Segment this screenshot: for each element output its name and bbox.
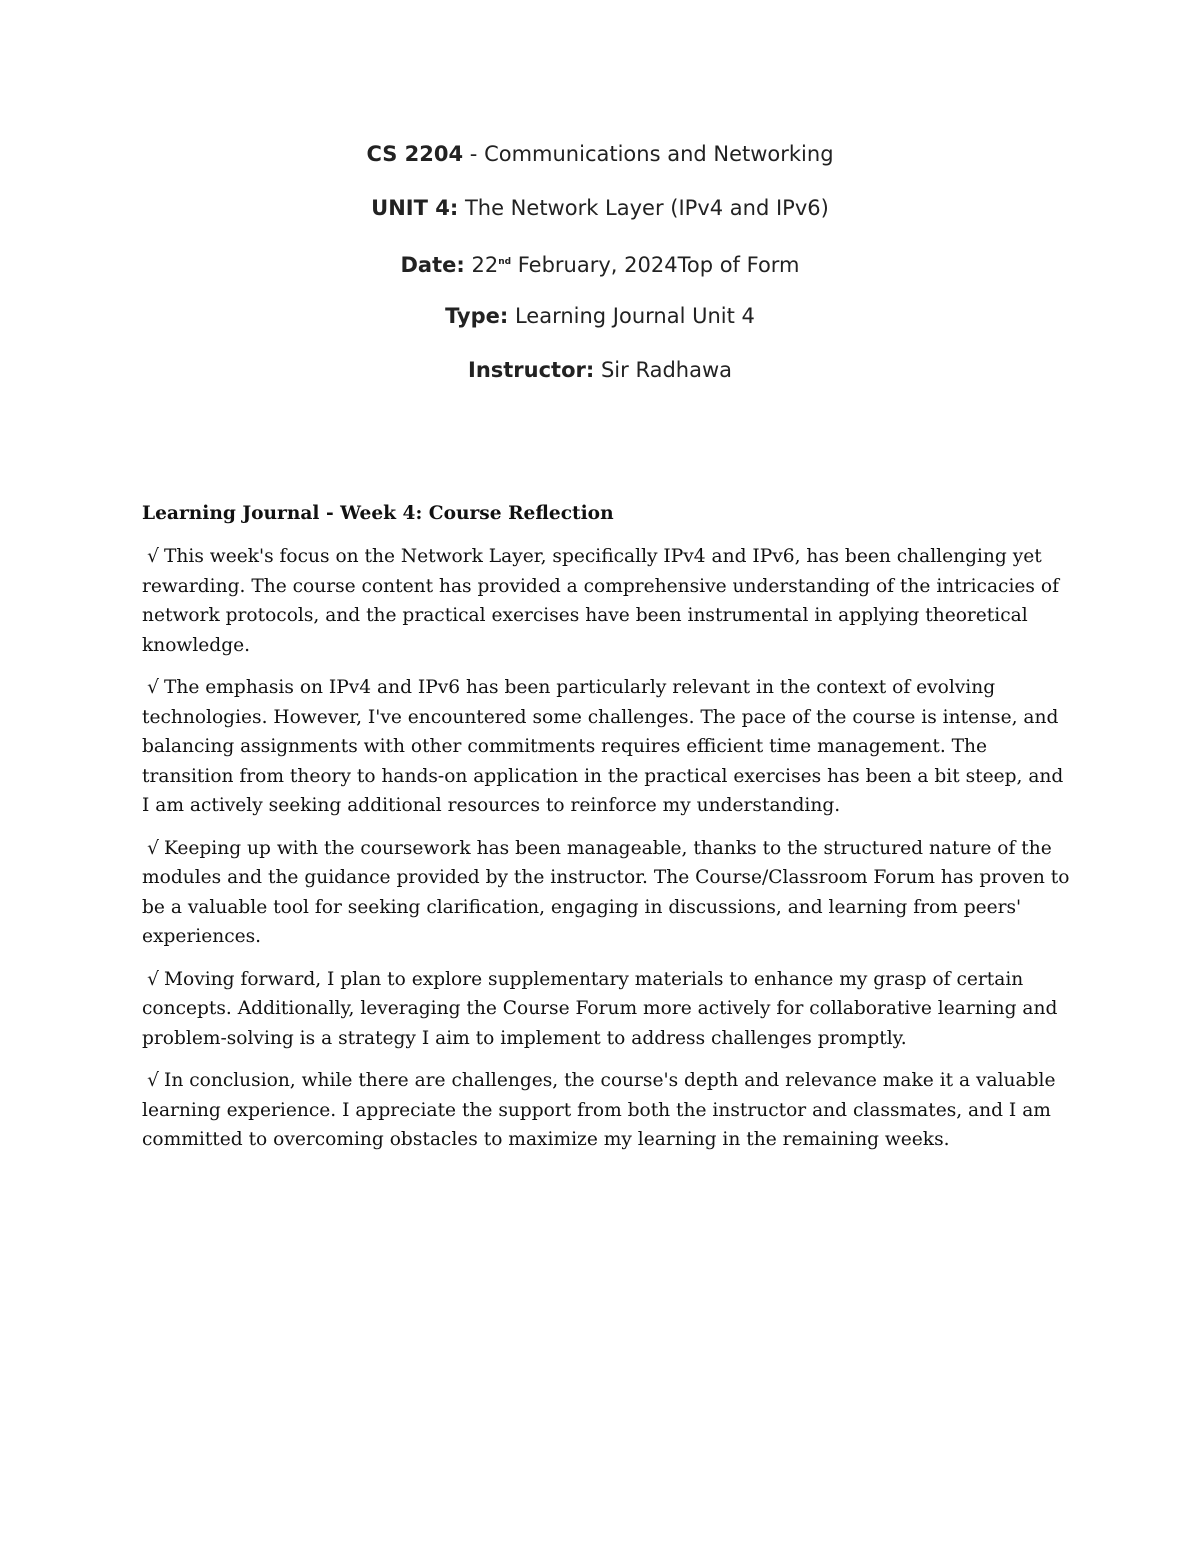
paragraph-text: The emphasis on IPv4 and IPv6 has been particularly relevant in the context of evolving technologies. However, I've encountered some challenges. The pace of the course is intense, and balancing assignments with other commitments requires efficient time management. The transition from theory to hands-on application in the practical exercises has been a bit steep, and I am actively seeking additional resources to reinforce my understanding. [142, 677, 1064, 816]
journal-paragraph [142, 834, 1072, 952]
date-suffix: nd [498, 257, 512, 267]
title-block [0, 138, 1200, 408]
journal-paragraph [142, 542, 1072, 660]
unit-label: UNIT 4: [371, 196, 459, 220]
unit-line [0, 192, 1200, 246]
journal-paragraph [142, 965, 1072, 1054]
check-mark-icon: √ [147, 837, 159, 859]
type-line [0, 300, 1200, 354]
type-value: Learning Journal Unit 4 [514, 304, 755, 328]
paragraph-text: Keeping up with the coursework has been manageable, thanks to the structured nature of the modules and the guidance provided by the instructor. The Course/Classroom Forum has proven to be a valuable tool for seeking clarification, engaging in discussions, and learning from peers' experiences. [142, 837, 1070, 947]
check-mark-icon: √ [147, 968, 159, 990]
instructor-label: Instructor: [468, 358, 595, 382]
unit-value: The Network Layer (IPv4 and IPv6) [464, 196, 829, 220]
instructor-value: Sir Radhawa [600, 358, 732, 382]
type-label: Type: [445, 304, 509, 328]
journal-section [142, 498, 1072, 1168]
course-line [0, 138, 1200, 192]
course-code: CS 2204 [366, 142, 464, 166]
check-mark-icon: √ [147, 1070, 159, 1091]
paragraph-text: Moving forward, I plan to explore supplementary materials to enhance my grasp of certain concepts. Additionally, leveraging the Course Forum more actively for collaborative learning and problem-solving is a strategy I aim to implement to address challenges promptly. [142, 968, 1058, 1049]
paragraph-text: In conclusion, while there are challenges, the course's depth and relevance make it a valuable learning experience. I appreciate the support from both the instructor and classmates, and I am committed to overcoming obstacles to maximize my learning in the remaining weeks. [142, 1070, 1056, 1150]
course-name: Communications and Networking [484, 142, 834, 166]
date-rest: February, 2024Top of Form [517, 253, 800, 277]
journal-heading: Learning Journal - Week 4: Course Reflection [142, 503, 614, 524]
date-line [0, 246, 1200, 300]
date-label: Date: [400, 253, 465, 277]
check-mark-icon: √ [147, 677, 159, 698]
instructor-line [0, 354, 1200, 408]
date-day: 22 [471, 253, 499, 277]
check-mark-icon: √ [147, 546, 159, 567]
course-separator: - [463, 142, 485, 166]
journal-paragraph [142, 1066, 1072, 1155]
paragraph-text: This week's focus on the Network Layer, specifically IPv4 and IPv6, has been challenging yet rewarding. The course content has provided a comprehensive understanding of the intricacies of network protocols, and the practical exercises have been instrumental in applying theoretical knowledge. [142, 546, 1059, 656]
journal-paragraph [142, 673, 1072, 821]
